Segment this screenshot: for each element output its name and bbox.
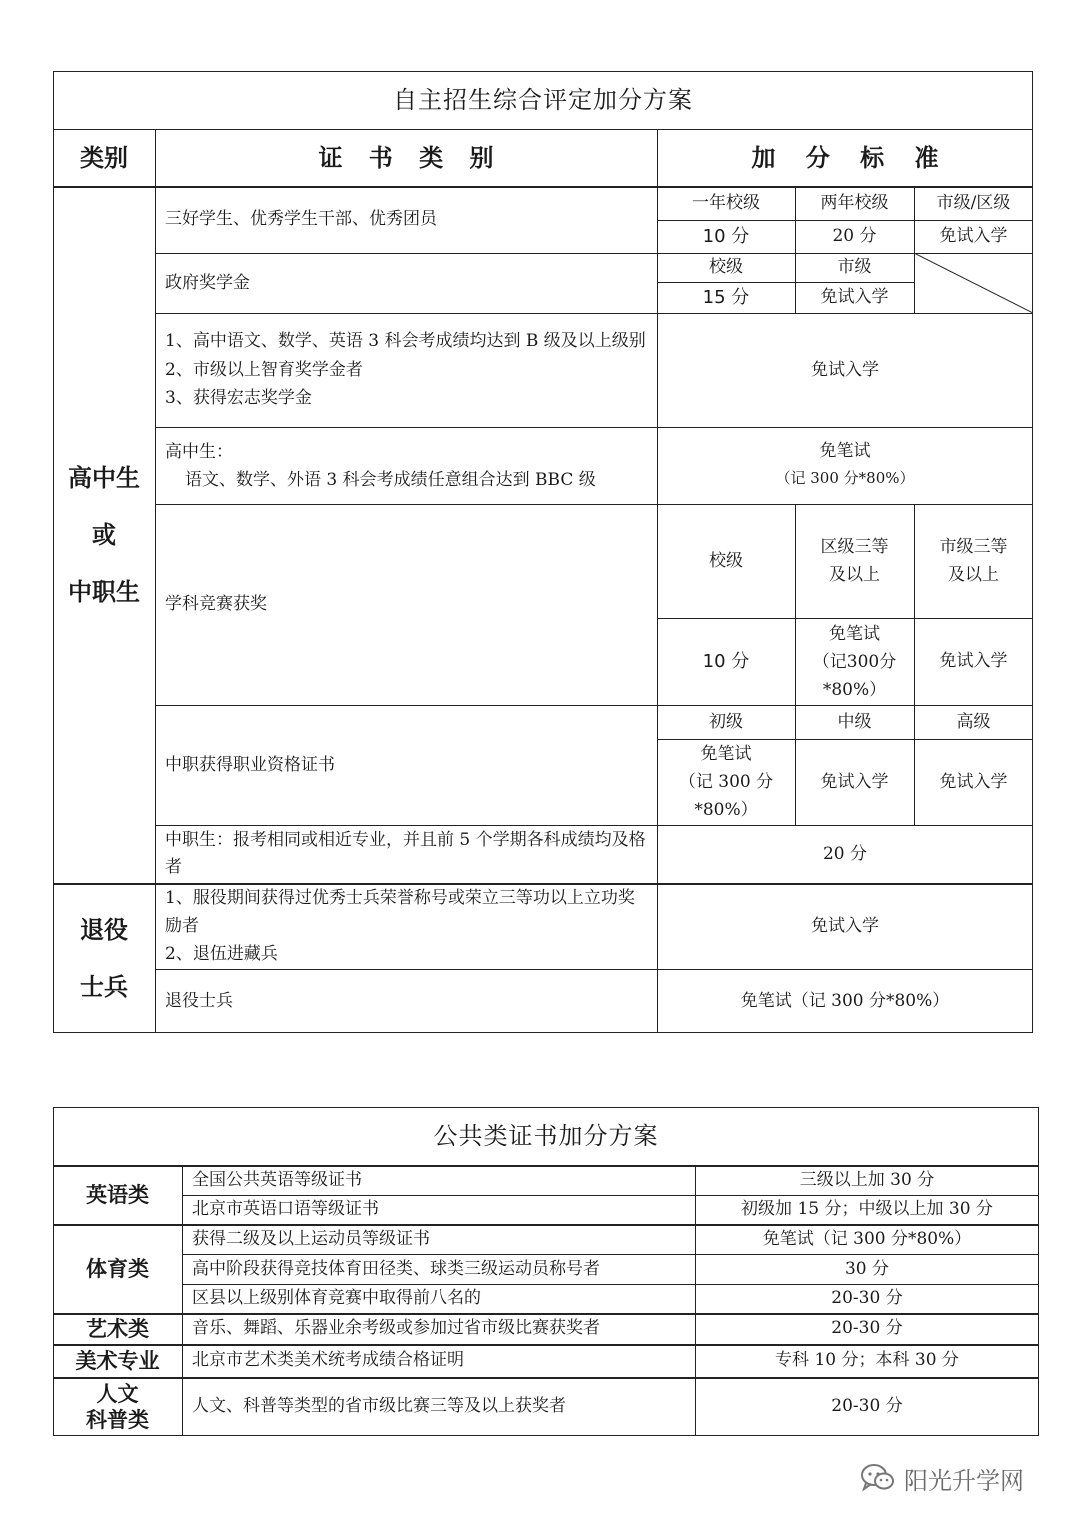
bbc-item-line1: 高中生：: [165, 442, 233, 462]
table2-row-value: 20-30 分: [831, 1288, 903, 1308]
row-scholarship-item: 政府奖学金: [165, 272, 250, 293]
category-english: 英语类: [86, 1181, 149, 1207]
merit-subheader-3: 市级/区级: [936, 192, 1011, 213]
row-merit-student-item: 三好学生、优秀学生干部、优秀团员: [165, 209, 437, 229]
table2-row-value: 专科 10 分；本科 30 分: [775, 1350, 959, 1370]
table2-row-item: 高中阶段获得竞技体育田径类、球类三级运动员称号者: [192, 1258, 600, 1279]
group-high-school-vocational: 高中生 或 中职生: [68, 463, 140, 606]
table2-row-value: 初级加 15 分；中级以上加 30 分: [741, 1199, 993, 1219]
table2-row-value: 20-30 分: [831, 1396, 903, 1416]
vocational-subheader-2: 中级: [837, 711, 872, 732]
bbc-value: [657, 427, 1033, 504]
table2-row-item: 区县以上级别体育竞赛中取得前八名的: [192, 1288, 481, 1308]
row-veteran-item: 退役士兵: [165, 990, 233, 1011]
vocational-value-2: 免试入学: [820, 771, 889, 792]
table2-row-item: 全国公共英语等级证书: [192, 1169, 362, 1190]
category-fine-art: 美术专业: [75, 1347, 160, 1373]
competition-subheader-1: 校级: [709, 550, 743, 571]
table1-title: 自主招生综合评定加分方案: [393, 85, 693, 114]
category-art: 艺术类: [86, 1315, 149, 1341]
table2-row-value: 免笔试（记 300 分*80%）: [762, 1228, 972, 1249]
header-standard: 加 分 标 准: [751, 143, 939, 172]
row-vocational-cert-item: 中职获得职业资格证书: [165, 754, 335, 775]
row-vocational-grades-item: 中职生：报考相同或相近专业，并且前 5 个学期各科成绩均及格者: [165, 830, 646, 877]
wechat-icon: [860, 1463, 896, 1493]
header-certificate: 证 书 类 别: [318, 143, 494, 172]
veteran-honor-value: 免试入学: [811, 915, 879, 936]
exam-b-value: 免试入学: [811, 359, 879, 380]
vocational-value-1: 免笔试 （记 300 分 *80%）: [678, 744, 774, 820]
scholarship-subheader-2: 市级: [837, 257, 872, 277]
table2-title: 公共类证书加分方案: [433, 1121, 659, 1150]
table2-row-item: 音乐、舞蹈、乐器业余考级或参加过省市级比赛获奖者: [192, 1318, 600, 1338]
bbc-value-line2: （记 300 分*80%）: [775, 469, 915, 487]
merit-subheader-1: 一年校级: [692, 192, 760, 213]
table2-row-value: 三级以上加 30 分: [799, 1169, 935, 1190]
watermark-text: 阳光升学网: [904, 1466, 1024, 1495]
category-sports: 体育类: [86, 1255, 149, 1281]
row-competition-item: 学科竞赛获奖: [165, 594, 267, 614]
competition-value-3: 免试入学: [939, 651, 1008, 671]
row-exam-b-item: 1、高中语文、数学、英语 3 科会考成绩均达到 B 级及以上级别 2、市级以上智育奖学金者 3、获得宏志奖学金: [165, 331, 646, 409]
vocational-grades-value: 20 分: [822, 843, 868, 864]
row-veteran-honor-item: 1、服役期间获得过优秀士兵荣誉称号或荣立三等功以上立功奖励者 2、退伍进藏兵: [165, 888, 635, 964]
competition-subheader-3: 市级三等 及以上: [939, 537, 1008, 585]
scholarship-value-1: 15 分: [702, 287, 750, 308]
veteran-value: 免笔试（记 300 分*80%）: [740, 990, 950, 1011]
table2-row-item: 北京市艺术类美术统考成绩合格证明: [192, 1350, 464, 1370]
vocational-subheader-1: 初级: [709, 711, 743, 732]
table2-row-value: 30 分: [844, 1258, 890, 1279]
competition-value-1: 10 分: [702, 651, 750, 672]
merit-value-3: 免试入学: [939, 226, 1008, 246]
vocational-value-3: 免试入学: [939, 771, 1008, 792]
table2-row-item: 人文、科普等类型的省市级比赛三等及以上获奖者: [192, 1396, 566, 1416]
scholarship-subheader-1: 校级: [709, 257, 743, 277]
scholarship-value-2: 免试入学: [820, 287, 889, 307]
table2-row-item: 北京市英语口语等级证书: [192, 1199, 379, 1219]
merit-value-1: 10 分: [702, 226, 750, 247]
header-category: 类别: [80, 143, 128, 172]
merit-subheader-2: 两年校级: [820, 192, 889, 213]
empty-cell-diagonal: [914, 253, 1033, 313]
group-veteran: 退役 士兵: [80, 915, 128, 1001]
bbc-value-line1: 免笔试: [819, 441, 871, 461]
row-bbc-item: [155, 427, 657, 504]
competition-subheader-2: 区级三等 及以上: [820, 537, 889, 585]
vocational-subheader-3: 高级: [956, 711, 991, 732]
table2-row-item: 获得二级及以上运动员等级证书: [192, 1228, 430, 1249]
bbc-item-line2: 语文、数学、外语 3 科会考成绩任意组合达到 BBC 级: [185, 470, 596, 490]
merit-value-2: 20 分: [832, 226, 877, 246]
table2-row-value: 20-30 分: [831, 1318, 903, 1338]
competition-value-2: 免笔试 （记300分 *80%）: [812, 623, 897, 700]
category-humanities: 人文 科普类: [86, 1380, 149, 1432]
watermark: [860, 1458, 1024, 1498]
